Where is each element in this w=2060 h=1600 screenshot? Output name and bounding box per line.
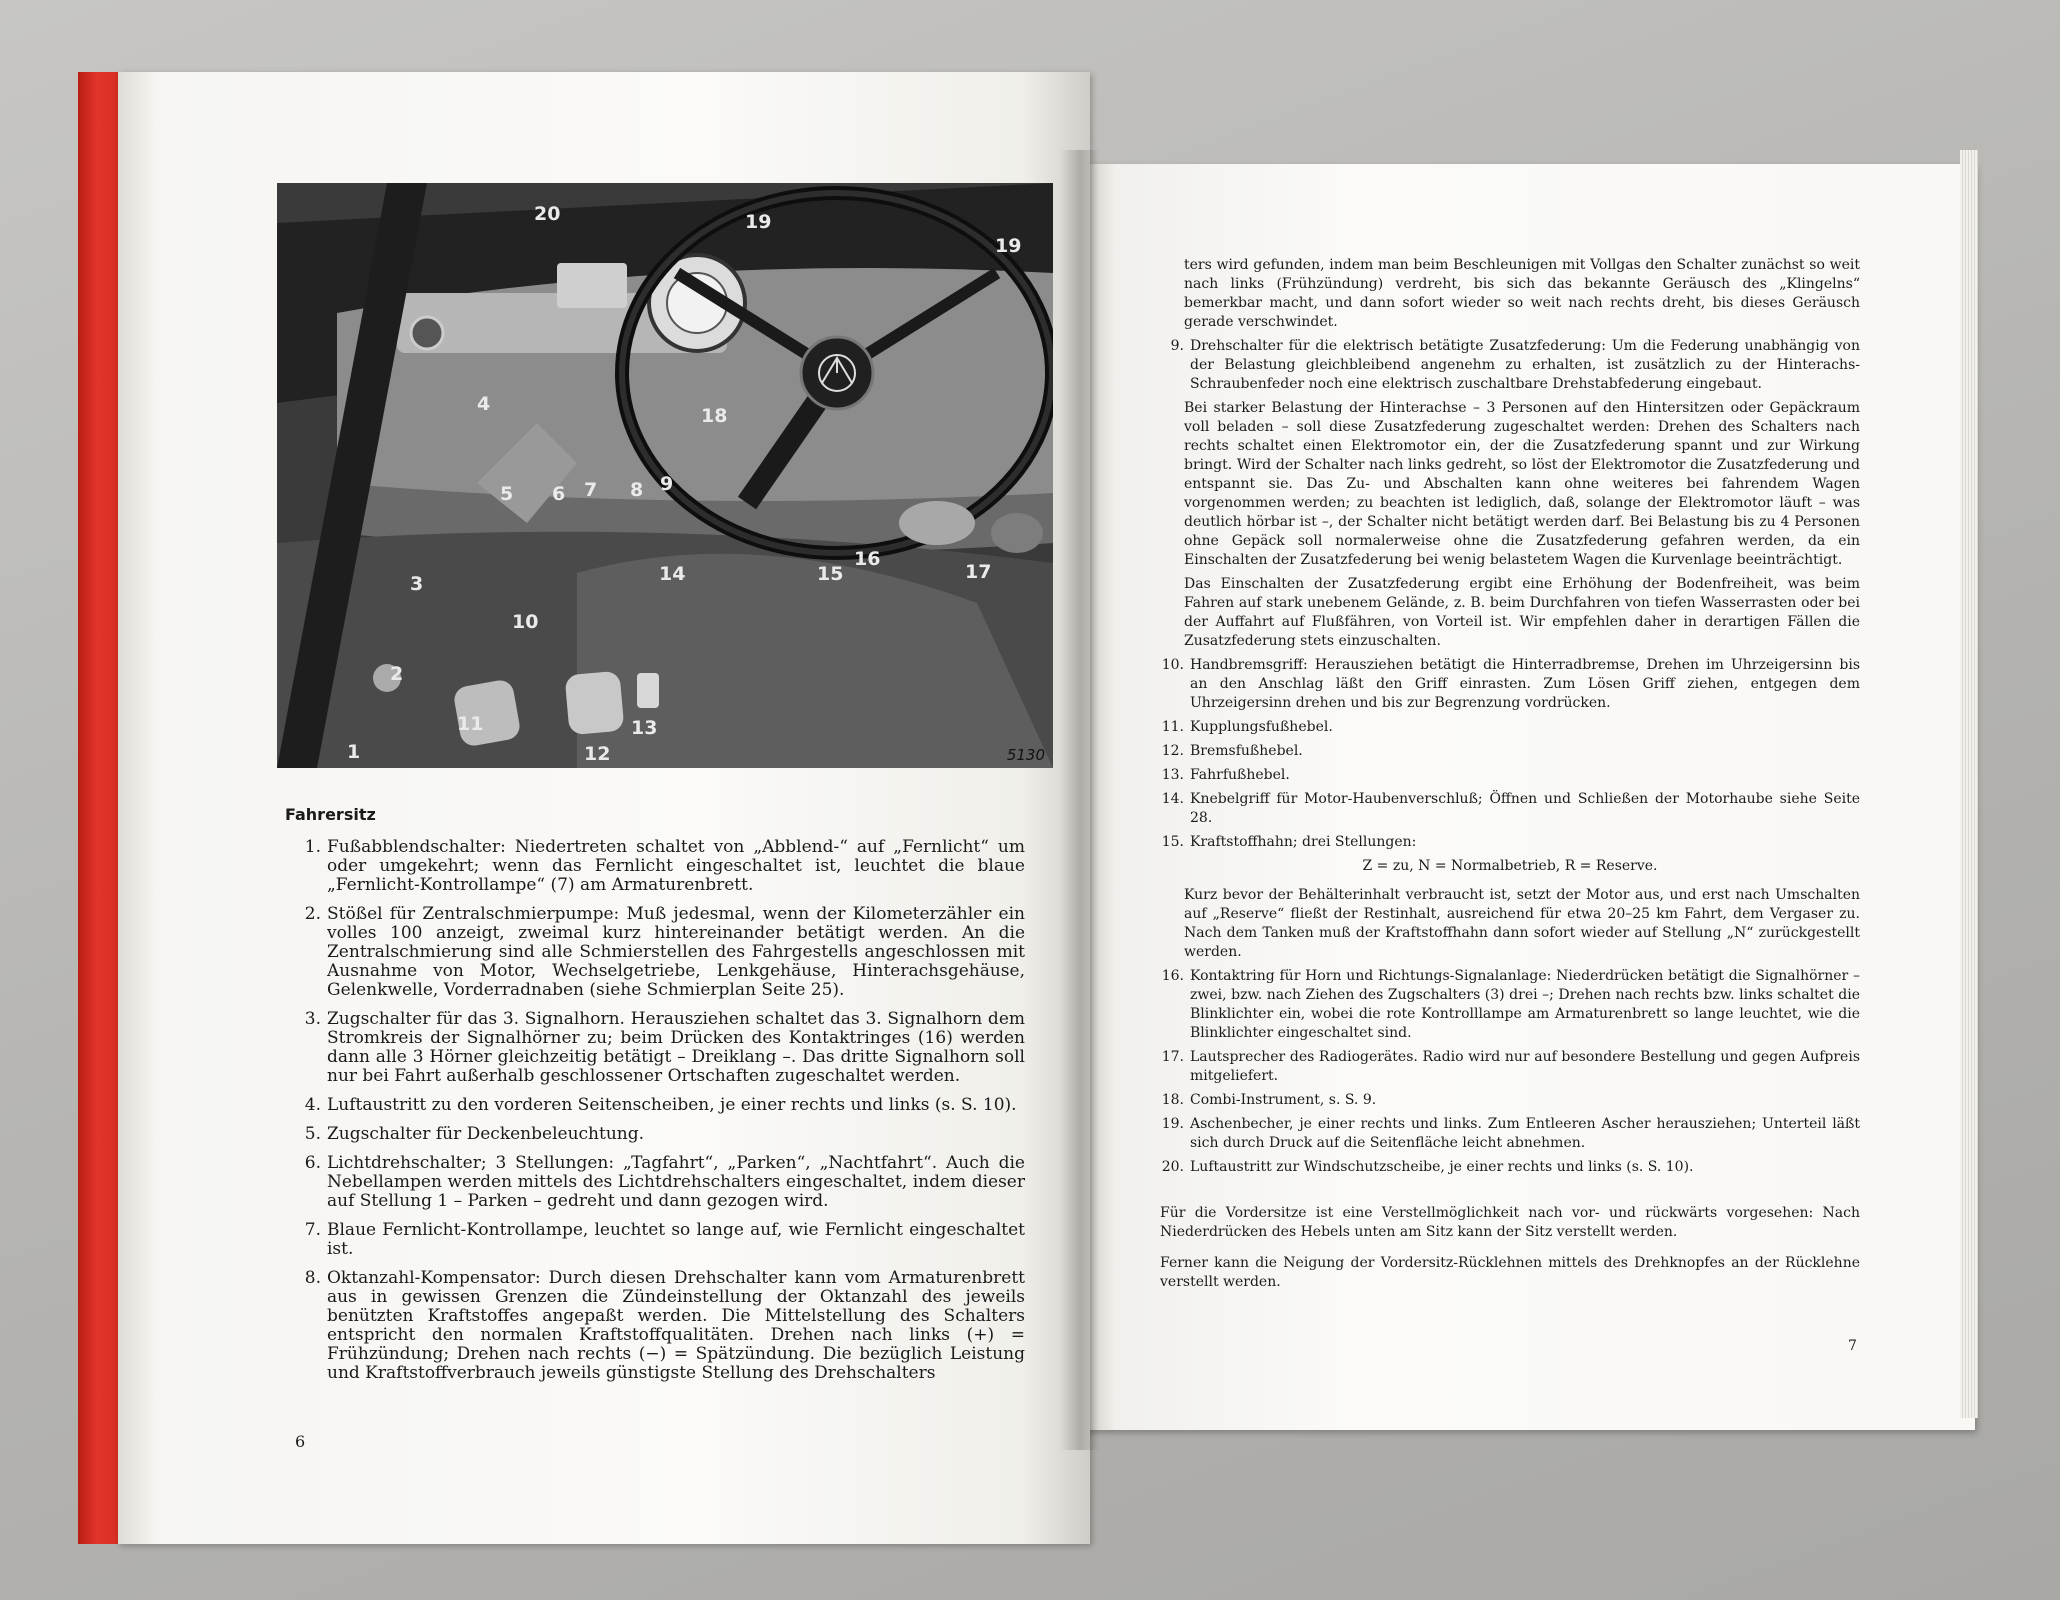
fuel-valve-positions: Z = zu, N = Normalbetrieb, R = Reserve.: [1362, 858, 1658, 874]
item-text: Bremsfußhebel.: [1190, 743, 1303, 759]
photo-label-1: 1: [347, 741, 361, 763]
item-text: Kupplungsfußhebel.: [1190, 719, 1333, 735]
item-number: 6.: [304, 1153, 321, 1173]
photo-label-18: 18: [701, 405, 728, 427]
item-number: 10.: [1161, 657, 1184, 673]
list-item: [1160, 1091, 1860, 1110]
photo-label-8: 8: [630, 479, 644, 501]
dashboard-photo: [277, 183, 1053, 768]
item15-paragraph: Kurz bevor der Behälterinhalt verbraucht ist, setzt der Motor aus, und erst nach Umschalten auf „Reserve“ fließt der Restinhalt, ausreichend für etwa 20–25 km Fahrt, dem Vergaser zu. Nach dem Tanken muß der Kraftstoffhahn dann sofort wieder auf Stellung „N“ zurückgestellt werden.: [1184, 887, 1860, 960]
item-text: Lautsprecher des Radiogerätes. Radio wird nur auf besondere Bestellung und gegen Aufpreis mitgeliefert.: [1190, 1049, 1860, 1084]
photo-label-4: 4: [477, 393, 491, 415]
list-item: [285, 1096, 1025, 1115]
list-item: [285, 1221, 1025, 1259]
item-number: 17.: [1161, 1049, 1184, 1065]
item-text: Luftaustritt zur Windschutzscheibe, je einer rechts und links (s. S. 10).: [1190, 1159, 1694, 1175]
photo-label-13: 13: [631, 717, 658, 739]
page-number-left: 6: [295, 1432, 306, 1451]
item-text: Combi-Instrument, s. S. 9.: [1190, 1092, 1377, 1108]
list-item: [1160, 656, 1860, 713]
photo-label-6: 6: [552, 483, 566, 505]
photo-label-14: 14: [659, 563, 686, 585]
list-item: [1160, 790, 1860, 828]
spacer: [1160, 1182, 1860, 1204]
item-number: 15.: [1161, 834, 1184, 850]
item-text: Oktanzahl-Kompensator: Durch diesen Drehschalter kann vom Armaturenbrett aus in gewissen Grenzen die Zündeinstellung der Oktanzahl des jeweils benützten Kraftstoffes angepaßt werden. Die Mittelstellung des Schalters entspricht den normalen Kraftstoffqualitäten. Drehen nach links (+) = Frühzündung; Drehen nach rechts (−) = Spätzündung. Die bezüglich Leistung und Kraftstoffverbrauch jeweils günstigste Stellung des Drehschalters: [327, 1268, 1025, 1383]
item-number: 5.: [304, 1124, 321, 1144]
list-item: [285, 838, 1025, 895]
seats-paragraph-1: Für die Vordersitze ist eine Verstellmöglichkeit nach vor- und rückwärts vorgesehen: Nach Niederdrücken des Hebels unten am Sitz kann der Sitz verstellt werden.: [1160, 1205, 1860, 1240]
item-number: 8.: [304, 1268, 321, 1288]
list-item: [1160, 718, 1860, 737]
item-number: 12.: [1161, 743, 1184, 759]
list-item: [1160, 833, 1860, 852]
list-item: [285, 1269, 1025, 1383]
page-stack-edge: [1960, 150, 1978, 1418]
seats-paragraph-2: Ferner kann die Neigung der Vordersitz-Rücklehnen mittels des Drehknopfes an der Rücklehne verstellt werden.: [1160, 1255, 1860, 1290]
photo-label-12: 12: [584, 743, 611, 765]
photo-label-15: 15: [817, 563, 844, 585]
item-number: 2.: [304, 904, 321, 924]
item-text: Kontaktring für Horn und Richtungs-Signalanlage: Niederdrücken betätigt die Signalhörner – zwei, bzw. nach Ziehen des Zugschalters (3) drei –; Drehen nach rechts bzw. links schaltet die Blinklichter ein, wobei die rote Kontrolllampe am Armaturenbrett so lange leuchtet, wie die Blinklichter eingeschaltet sind.: [1190, 968, 1860, 1041]
item-number: 9.: [1170, 338, 1184, 354]
photo-label-11: 11: [457, 713, 484, 735]
continuation-paragraph: ters wird gefunden, indem man beim Beschleunigen mit Vollgas den Schalter zunächst so weit nach links (Frühzündung) verdreht, bis sich das bekannte Geräusch des „Klingelns“ bemerkbar macht, und dann sofort wieder so weit nach rechts dreht, bis dieses Geräusch gerade verschwindet.: [1184, 257, 1860, 330]
item-number: 18.: [1161, 1092, 1184, 1108]
list-item: [1160, 337, 1860, 394]
list-item: [285, 905, 1025, 1000]
item-number: 16.: [1161, 968, 1184, 984]
list-item: [1160, 967, 1860, 1043]
photo-label-20: 20: [534, 203, 561, 225]
item-number: 13.: [1161, 767, 1184, 783]
photo-label-10: 10: [512, 611, 539, 633]
right-page-text: [1160, 256, 1860, 1297]
list-item: [1160, 1158, 1860, 1177]
item-text: Drehschalter für die elektrisch betätigte Zusatzfederung: Um die Federung unabhängig von der Belastung gleichbleibend angenehm zu erhalten, ist zusätzlich zu der Hinterachs-Schraubenfeder noch eine elektrisch zuschaltbare Drehstabfederung eingebaut.: [1190, 338, 1860, 392]
photo-label-19b: 19: [995, 235, 1022, 257]
list-item: [285, 1154, 1025, 1211]
item-text: Kraftstoffhahn; drei Stellungen:: [1190, 834, 1417, 850]
item9-paragraph-3: Das Einschalten der Zusatzfederung ergibt eine Erhöhung der Bodenfreiheit, was beim Fahren auf stark unebenem Gelände, z. B. beim Durchfahren von tiefen Wasserrasten oder bei der Auffahrt auf Flußfähren, von Vorteil ist. Wir empfehlen daher in derartigen Fällen die Zusatzfederung stets einzuschalten.: [1184, 576, 1860, 649]
photo-label-5: 5: [500, 483, 514, 505]
item-text: Stößel für Zentralschmierpumpe: Muß jedesmal, wenn der Kilometerzähler ein volles 100 anzeigt, zweimal kurz hintereinander betätigt werden. An die Zentralschmierung sind alle Schmierstellen des Fahrgestells angeschlossen mit Ausnahme von Motor, Wechselgetriebe, Lenkgehäuse, Hinterachsgehäuse, Gelenkwelle, Vorderradnaben (siehe Schmierplan Seite 25).: [327, 904, 1025, 1000]
photo-caption-number: 5130: [1006, 746, 1045, 764]
item9-paragraph-2: Bei starker Belastung der Hinterachse – 3 Personen auf den Hintersitzen oder Gepäckraum voll beladen – soll diese Zusatzfederung zugeschaltet werden: Drehen des Schalters nach rechts schaltet einen Elektromotor ein, der die Zusatzfederung spannt und zur Wirkung bringt. Wird der Schalter nach links gedreht, so löst der Elektromotor die Zusatzfederung und entspannt sie. Das Zu- und Abschalten kann ohne weiteres bei fahrendem Wagen vorgenommen werden; zu beachten ist lediglich, daß, solange der Elektromotor läuft – was deutlich hörbar ist –, der Schalter nicht betätigt werden darf. Bei Belastung bis zu 4 Personen ohne Gepäck soll normalerweise ohne die Zusatzfederung gefahren werden, da ein Einschalten der Zusatzfederung bei wenig belastetem Wagen die Kurvenlage beeinträchtigt.: [1184, 400, 1860, 568]
item-number: 7.: [304, 1220, 321, 1240]
list-item: [1160, 742, 1860, 761]
book-gutter: [1060, 150, 1100, 1450]
item-number: 3.: [304, 1009, 321, 1029]
item-text: Zugschalter für das 3. Signalhorn. Herausziehen schaltet das 3. Signalhorn dem Stromkreis der Signalhörner zu; beim Drücken des Kontaktringes (16) werden dann alle 3 Hörner gleichzeitig betätigt – Dreiklang –. Das dritte Signalhorn soll nur bei Fahrt außerhalb geschlossener Ortschaften zugeschaltet werden.: [327, 1009, 1025, 1086]
item-text: Luftaustritt zu den vorderen Seitenscheiben, je einer rechts und links (s. S. 10).: [327, 1095, 1017, 1115]
item-number: 1.: [304, 837, 321, 857]
photo-label-16: 16: [854, 548, 881, 570]
page-number-right: 7: [1848, 1338, 1857, 1354]
item-text: Knebelgriff für Motor-Haubenverschluß; Öffnen und Schließen der Motorhaube siehe Seite 28.: [1190, 791, 1860, 826]
photo-label-9: 9: [660, 473, 674, 495]
photo-label-7: 7: [584, 479, 598, 501]
item-number: 19.: [1161, 1116, 1184, 1132]
photo-label-3: 3: [410, 573, 424, 595]
section-title: Fahrersitz: [285, 805, 376, 824]
photo-label-2: 2: [390, 663, 404, 685]
item-text: Fußabblendschalter: Niedertreten schaltet von „Abblend-“ auf „Fernlicht“ um oder umgekehrt; wenn das Fernlicht eingeschaltet ist, leuchtet die blaue „Fernlicht-Kontrollampe“ (7) am Armaturenbrett.: [327, 837, 1025, 895]
item-text: Lichtdrehschalter; 3 Stellungen: „Tagfahrt“, „Parken“, „Nachtfahrt“. Auch die Nebellampen werden mittels des Lichtdrehschalters eingeschaltet, indem dieser auf Stellung 1 – Parken – gedreht und dann gezogen wird.: [327, 1153, 1025, 1211]
item-number: 4.: [304, 1095, 321, 1115]
item-text: Blaue Fernlicht-Kontrollampe, leuchtet so lange auf, wie Fernlicht eingeschaltet ist.: [327, 1220, 1025, 1259]
item-text: Zugschalter für Deckenbeleuchtung.: [327, 1124, 644, 1144]
item-number: 20.: [1161, 1159, 1184, 1175]
photo-label-17: 17: [965, 561, 992, 583]
list-item: [1160, 766, 1860, 785]
item-text: Aschenbecher, je einer rechts und links. Zum Entleeren Ascher herausziehen; Unterteil läßt sich durch Druck auf die Seitenfläche leicht abnehmen.: [1190, 1116, 1860, 1151]
list-item: [1160, 1048, 1860, 1086]
item-number: 14.: [1161, 791, 1184, 807]
item-number: 11.: [1161, 719, 1184, 735]
item-text: Fahrfußhebel.: [1190, 767, 1290, 783]
list-item: [285, 1125, 1025, 1144]
photo-label-19a: 19: [745, 211, 772, 233]
left-page-text: [285, 805, 1025, 1393]
item-text: Handbremsgriff: Herausziehen betätigt die Hinterradbremse, Drehen im Uhrzeigersinn bis an den Anschlag läßt den Griff einrasten. Zum Lösen Griff ziehen, entgegen dem Uhrzeigersinn drehen und bis zur Begrenzung vordrücken.: [1190, 657, 1860, 711]
list-item: [1160, 1115, 1860, 1153]
list-item: [285, 1010, 1025, 1086]
